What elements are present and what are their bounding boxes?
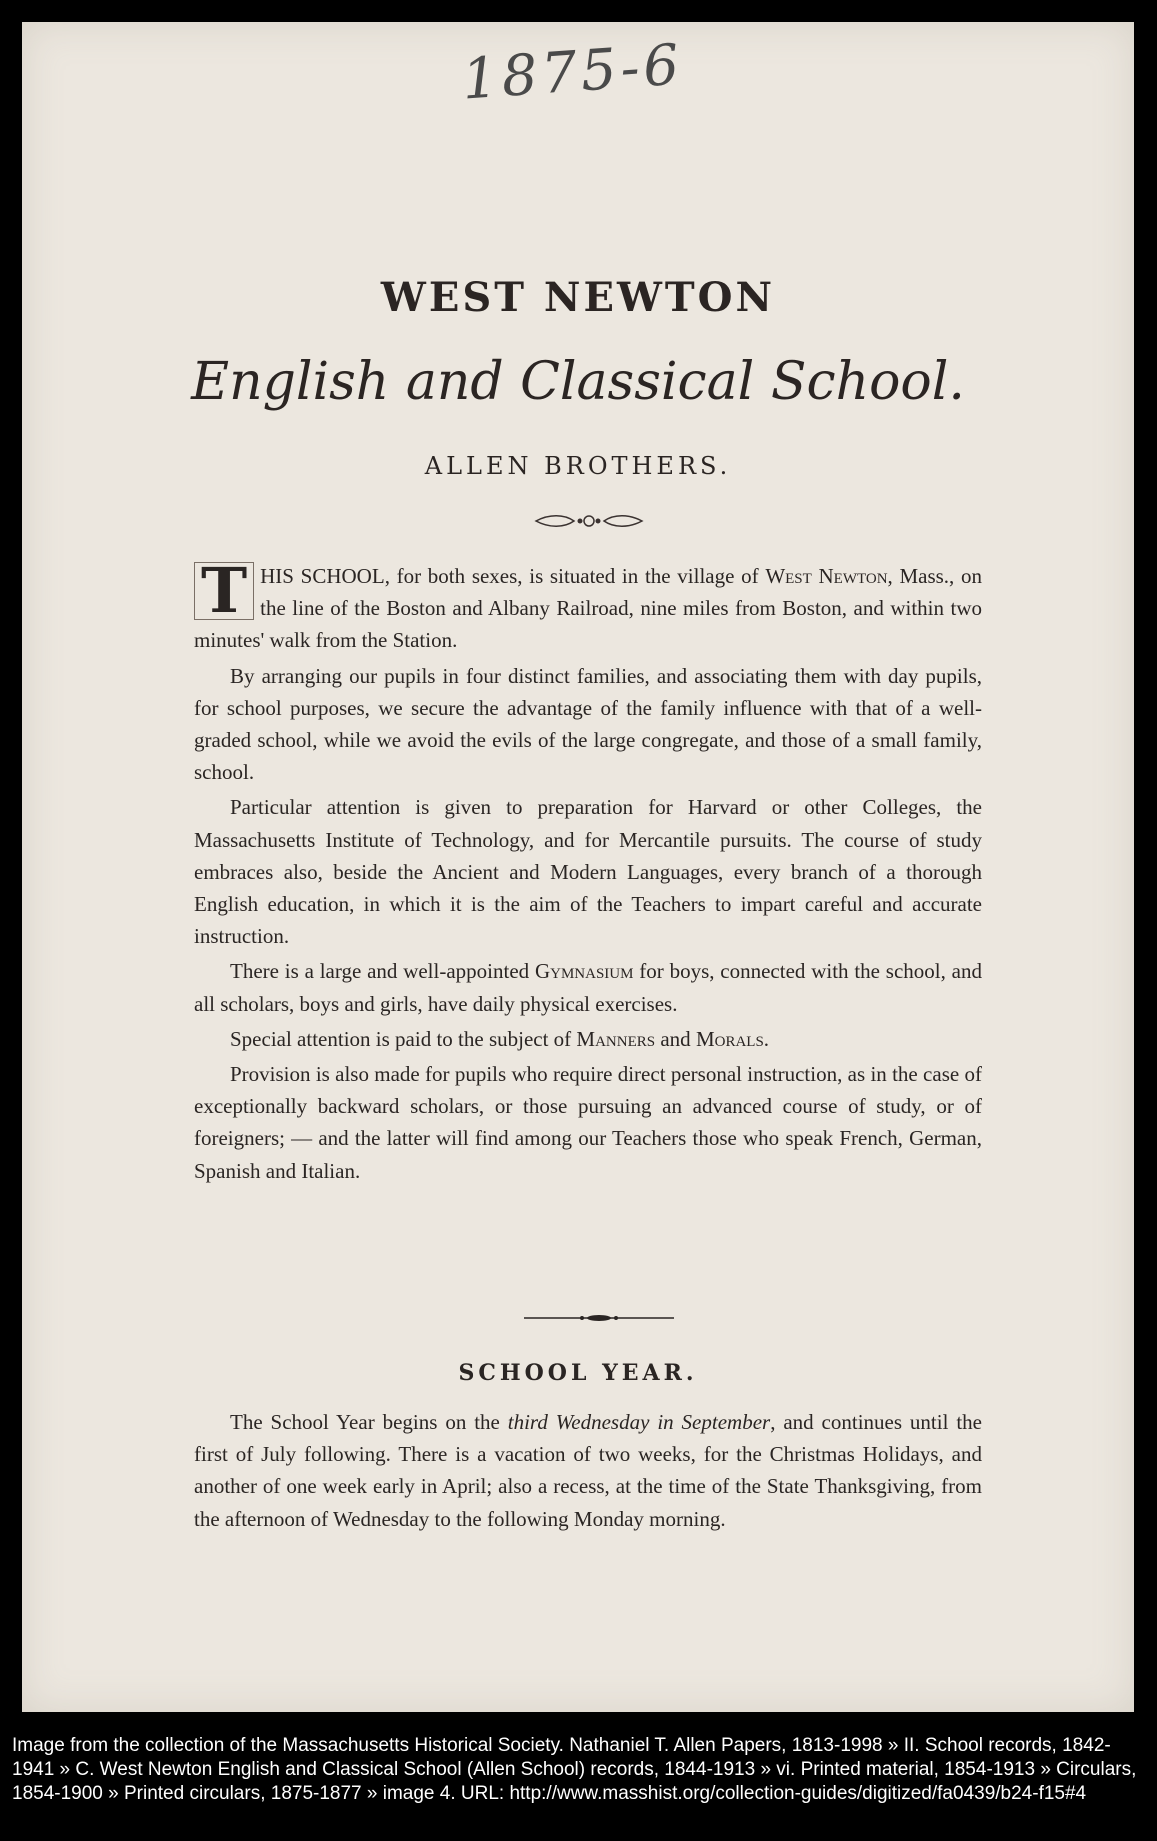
school-year-emphasis: third Wednesday in September [507,1410,771,1434]
intro-lead: HIS SCHOOL [260,564,385,588]
intro-rest: , for both sexes, is situated in the village of [384,564,766,588]
document-title: WEST NEWTON [380,274,776,321]
manners-word: Manners [576,1026,656,1051]
document-page [22,22,1134,1712]
intro-place: West Newton [765,564,888,588]
gymnasium-text-a: There is a large and well-appointed [230,959,535,984]
school-year-paragraph [194,1406,982,1535]
handwritten-date-note: 1875-6 [460,32,686,113]
school-year-text-b: , and continues until the first of July following. There is a vacation of two weeks, for the Christmas Holidays, and another of one week early in April; also a recess, at the time of the State Thanksgiving, from the afternoon of Wednesday to the following Monday morning. [194,1410,982,1531]
dropcap-letter: T [194,562,254,620]
gymnasium-text-b: for boys, connected with the school, and all scholars, boys and girls, have daily physical exercises. [194,959,982,1016]
paragraph-provision: Provision is also made for pupils who require direct personal instruction, as in the case of exceptionally backward scholars, or those pursuing an advanced course of study, or of foreigners; — and the latter will find among our Teachers those who speak French, German, Spanish and Italian. [194,1062,982,1183]
school-year-text [194,1406,982,1535]
manners-and: and [655,1026,696,1051]
manners-end: . [763,1026,770,1051]
archive-caption: Image from the collection of the Massachusetts Historical Society. Nathaniel T. Allen Papers, 1813-1998 » II. School records, 1842-1941 » C. West Newton English and Classical School (Allen School) records, 1844-1913 » vi. Printed material, 1854-1913 » Circulars, 1854-1900 » Printed circulars, 1875-1877 » image 4. URL: http://www.masshist.org/collection-guides/digitized/fa0439/b24-f15#4 [12,1735,1137,1804]
paragraph-families: By arranging our pupils in four distinct families, and associating them with day pupils, for school purposes, we secure the advantage of the family influence with that of a well-graded school, while we avoid the evils of the large congregate, and those of a small family, school. [194,663,982,785]
body-text [194,554,982,1190]
intro-tail: , Mass., on the line of the Boston and Albany Railroad, nine miles from Boston, and within two minutes' walk from the Station. [194,564,982,653]
gymnasium-word: Gymnasium [534,959,634,984]
paragraph-manners [194,1023,982,1055]
section-divider-icon [524,1312,674,1324]
morals-word: Morals [695,1026,764,1051]
section-heading-school-year: SCHOOL YEAR. [458,1360,698,1386]
intro-paragraph [194,554,982,657]
ornament-divider-icon [534,512,644,530]
document-subtitle: English and Classical School. [191,352,965,412]
paragraph-gymnasium [194,955,982,1019]
document-byline: ALLEN BROTHERS. [424,452,732,480]
paragraph-preparation: Particular attention is given to preparation for Harvard or other Colleges, the Massachusetts Institute of Technology, and for Mercantile pursuits. The course of study embraces also, beside the Ancient and Modern Languages, every branch of a thorough English education, in which it is the aim of the Teachers to impart careful and accurate instruction. [194,795,982,949]
school-year-text-a: The School Year begins on the [230,1410,508,1434]
manners-text-a: Special attention is paid to the subject of [230,1026,577,1051]
